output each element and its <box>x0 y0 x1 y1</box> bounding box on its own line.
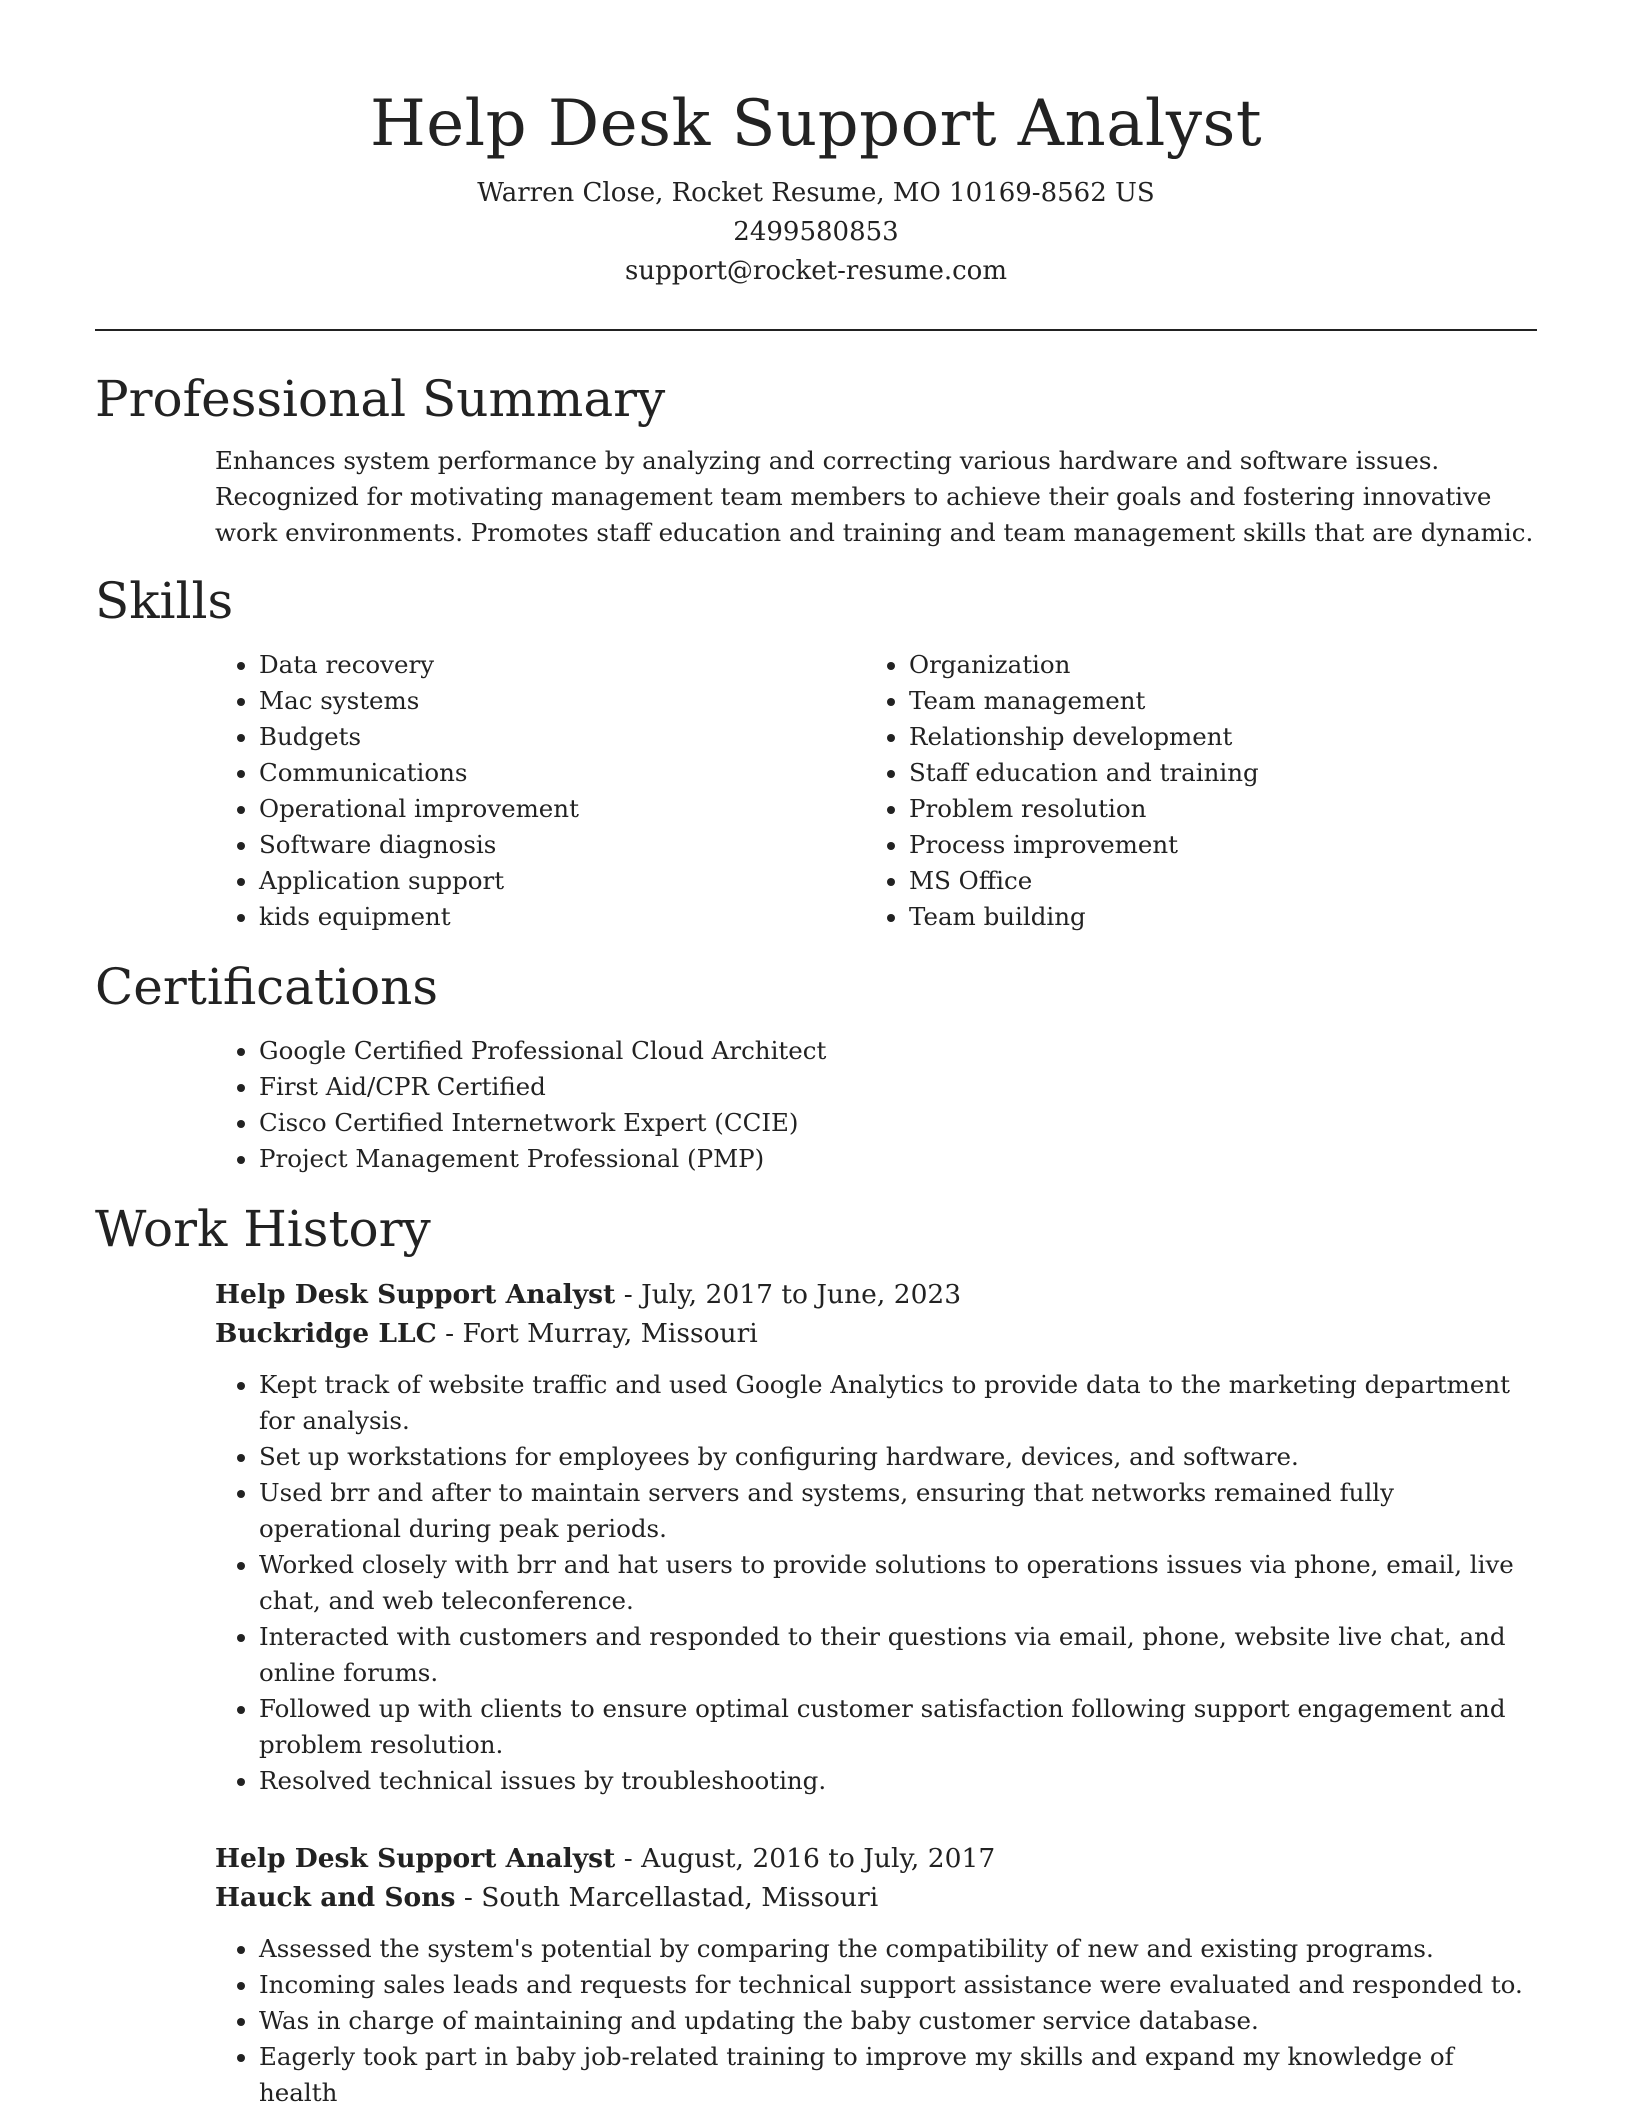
skill-item: • Mac systems <box>259 683 865 719</box>
certifications-list <box>215 1033 1537 1177</box>
summary-heading: Professional Summary <box>95 370 666 428</box>
summary-text: Enhances system performance by analyzing and correcting various hardware and software issues. Recognized for motivating management team members to achieve their goals and fostering innovative work environments. Promotes staff education and training and team management skills that are dynamic. <box>215 446 1534 547</box>
skills-section <box>95 571 1537 935</box>
job-title: Help Desk Support Analyst <box>215 1279 616 1310</box>
job-company: Hauck and Sons <box>215 1882 456 1913</box>
job-duty-item: • Resolved technical issues by troubleshooting. <box>259 1763 1537 1799</box>
skills-heading: Skills <box>95 572 234 630</box>
skill-item: • Data recovery <box>259 647 865 683</box>
resume-page <box>95 0 1537 2111</box>
job-title-line <box>215 1275 1537 1314</box>
certification-item: • Google Certified Professional Cloud Architect <box>259 1033 1537 1069</box>
job-duty-item: • Worked closely with brr and hat users to provide solutions to operations issues via phone, email, live chat, and web teleconference. <box>259 1547 1537 1619</box>
header-divider <box>95 329 1537 331</box>
contact-address: Warren Close, Rocket Resume, MO 10169-8562 US <box>477 178 1155 208</box>
skills-column-left <box>215 647 865 935</box>
job-duty-item: • Was in charge of maintaining and updating the baby customer service database. <box>259 2003 1537 2039</box>
skill-item: • Application support <box>259 863 865 899</box>
job-duties <box>215 1367 1537 1799</box>
job-location: - Fort Murray, Missouri <box>436 1318 758 1349</box>
skill-item: • Relationship development <box>909 719 1515 755</box>
job-duty-item: • Set up workstations for employees by configuring hardware, devices, and software. <box>259 1439 1537 1475</box>
job-company-line <box>215 1878 1537 1917</box>
job-duty-item: • Incoming sales leads and requests for technical support assistance were evaluated and responded to. <box>259 1967 1537 2003</box>
job-company: Buckridge LLC <box>215 1318 437 1349</box>
work-history-heading: Work History <box>95 1200 431 1258</box>
job-duty-item: • Used brr and after to maintain servers and systems, ensuring that networks remained fully operational during peak periods. <box>259 1475 1537 1547</box>
certification-item: • Cisco Certified Internetwork Expert (CCIE) <box>259 1105 1537 1141</box>
skill-item: • kids equipment <box>259 899 865 935</box>
contact-block <box>95 174 1537 291</box>
skill-item: • Team management <box>909 683 1515 719</box>
skill-item: • MS Office <box>909 863 1515 899</box>
skill-item: • Staff education and training <box>909 755 1515 791</box>
job-dates: - August, 2016 to July, 2017 <box>615 1843 996 1874</box>
job-dates: - July, 2017 to June, 2023 <box>615 1279 962 1310</box>
job-company-line <box>215 1314 1537 1353</box>
job-title: Help Desk Support Analyst <box>215 1843 616 1874</box>
work-history-section <box>95 1199 1537 2111</box>
skill-item: • Budgets <box>259 719 865 755</box>
skill-item: • Software diagnosis <box>259 827 865 863</box>
skill-item: • Process improvement <box>909 827 1515 863</box>
job-duty-item: • Eagerly took part in baby job-related training to improve my skills and expand my knowledge of health <box>259 2039 1537 2111</box>
certification-item: • Project Management Professional (PMP) <box>259 1141 1537 1177</box>
job-entry <box>215 1275 1537 1799</box>
job-duty-item: • Kept track of website traffic and used Google Analytics to provide data to the marketing department for analysis. <box>259 1367 1537 1439</box>
skill-item: • Problem resolution <box>909 791 1515 827</box>
job-duties <box>215 1931 1537 2111</box>
contact-email: support@rocket-resume.com <box>624 256 1007 286</box>
skills-grid <box>215 647 1537 935</box>
skill-item: • Communications <box>259 755 865 791</box>
certifications-section <box>95 957 1537 1177</box>
certification-item: • First Aid/CPR Certified <box>259 1069 1537 1105</box>
job-duty-item: • Assessed the system's potential by comparing the compatibility of new and existing programs. <box>259 1931 1537 1967</box>
job-location: - South Marcellastad, Missouri <box>455 1882 879 1913</box>
job-duty-item: • Followed up with clients to ensure optimal customer satisfaction following support engagement and problem resolution. <box>259 1691 1537 1763</box>
resume-title: Help Desk Support Analyst <box>369 87 1263 161</box>
job-title-line <box>215 1839 1537 1878</box>
contact-phone: 2499580853 <box>733 217 899 247</box>
skill-item: • Team building <box>909 899 1515 935</box>
job-entry <box>215 1839 1537 2111</box>
certifications-heading: Certifications <box>95 958 439 1016</box>
skills-column-right <box>865 647 1515 935</box>
skill-item: • Organization <box>909 647 1515 683</box>
job-duty-item: • Interacted with customers and responded to their questions via email, phone, website live chat, and online forums. <box>259 1619 1537 1691</box>
skill-item: • Operational improvement <box>259 791 865 827</box>
summary-section <box>95 369 1537 551</box>
